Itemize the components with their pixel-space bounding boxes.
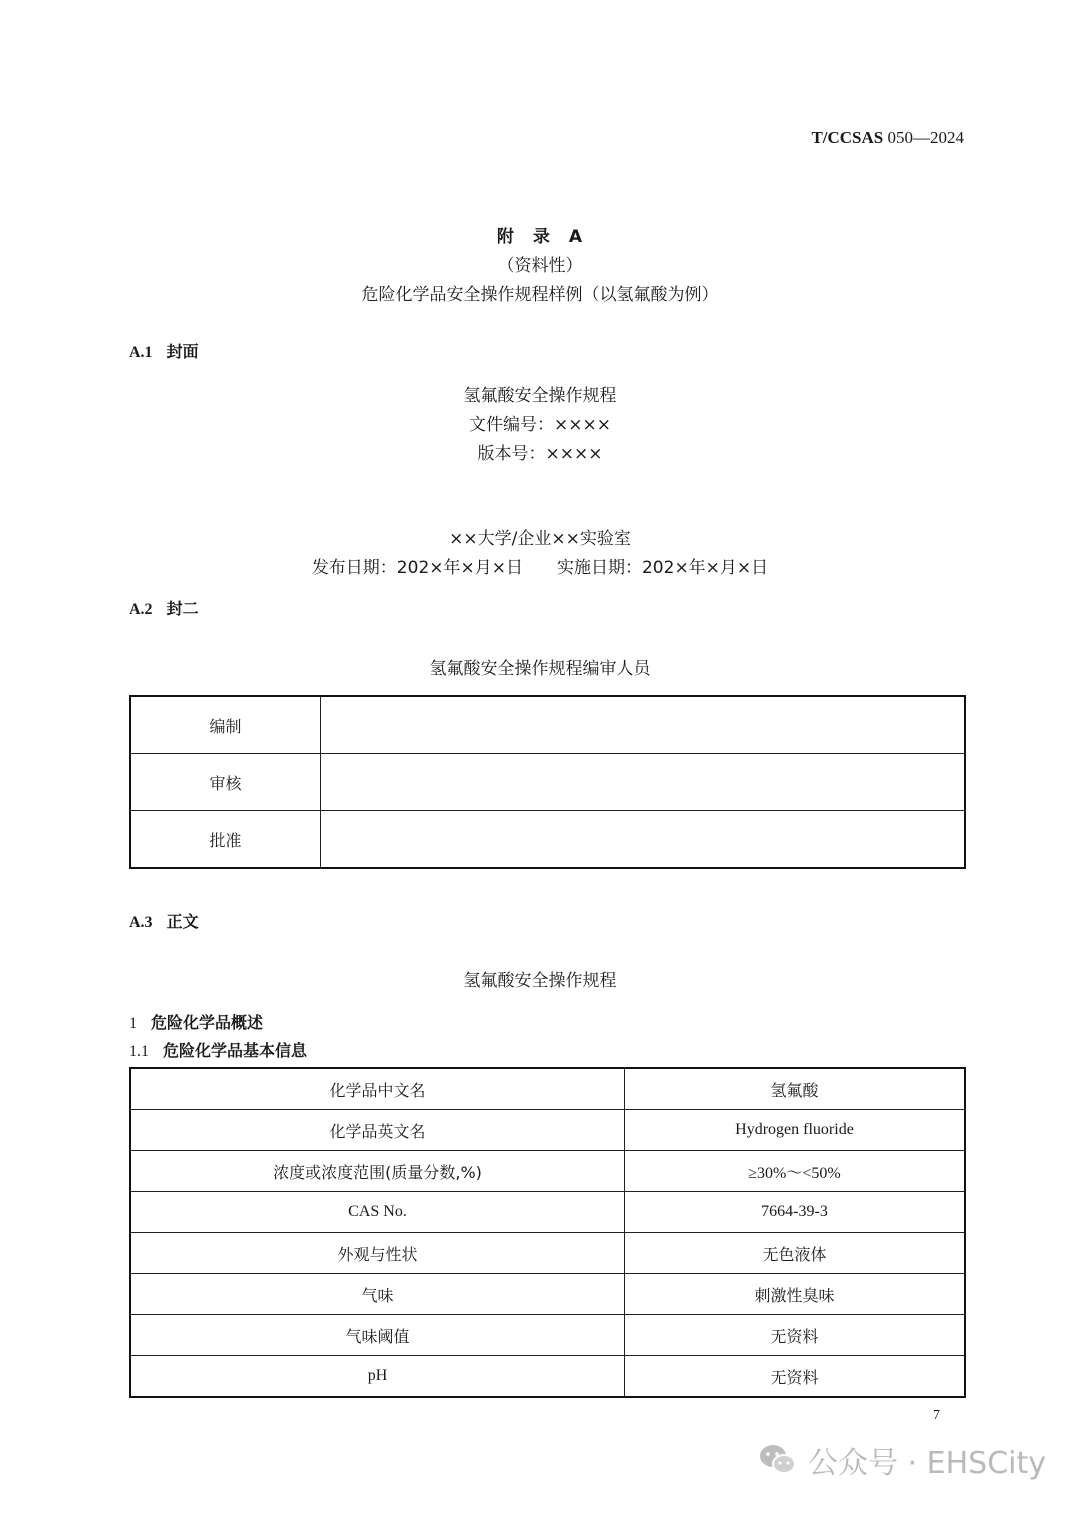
- reviewer-label: 审核: [130, 754, 321, 811]
- info-label: 气味阈值: [130, 1315, 625, 1356]
- reviewer-value: [321, 754, 966, 811]
- info-value: Hydrogen fluoride: [625, 1110, 966, 1151]
- watermark-text: 公众号 · EHSCity: [808, 1446, 1046, 1481]
- cover-org: ××大学/企业××实验室: [449, 529, 631, 549]
- info-value: 无资料: [625, 1315, 966, 1356]
- info-value: 7664-39-3: [625, 1192, 966, 1233]
- body-title: 氢氟酸安全操作规程: [463, 971, 617, 991]
- heading-1: 1 危险化学品概述: [129, 1013, 264, 1032]
- cover-version: 版本号：××××: [477, 444, 603, 464]
- table-row: [130, 811, 965, 869]
- info-value: 刺激性臭味: [625, 1274, 966, 1315]
- appendix-nature: （资料性）: [497, 256, 583, 276]
- cover-file-no: 文件编号：××××: [469, 415, 611, 435]
- page-number: 7: [933, 1408, 940, 1423]
- reviewer-label: 批准: [130, 811, 321, 869]
- info-value: ≥30%～<50%: [625, 1151, 966, 1192]
- inner-cover-title: 氢氟酸安全操作规程编审人员: [429, 659, 651, 679]
- table-row: [130, 1192, 965, 1233]
- document-code: T/CCSAS 050—2024: [811, 128, 964, 147]
- info-label: 化学品中文名: [130, 1068, 625, 1110]
- info-label: 气味: [130, 1274, 625, 1315]
- table-row: [130, 1068, 965, 1110]
- table-row: [130, 754, 965, 811]
- appendix-subject: 危险化学品安全操作规程样例（以氢氟酸为例）: [361, 285, 719, 305]
- table-row: [130, 1151, 965, 1192]
- section-a1: A.1 封面: [129, 342, 199, 361]
- info-value: 无资料: [625, 1356, 966, 1398]
- info-label: CAS No.: [130, 1192, 625, 1233]
- reviewer-label: 编制: [130, 696, 321, 754]
- heading-1-1: 1.1 危险化学品基本信息: [129, 1041, 308, 1060]
- table-row: [130, 1356, 965, 1398]
- info-value: 氢氟酸: [625, 1068, 966, 1110]
- chemical-info-table: [129, 1067, 966, 1398]
- table-row: [130, 1315, 965, 1356]
- watermark: [758, 1438, 1046, 1482]
- wechat-icon: [758, 1443, 798, 1477]
- info-value: 无色液体: [625, 1233, 966, 1274]
- reviewer-value: [321, 696, 966, 754]
- table-row: [130, 1233, 965, 1274]
- appendix-title: 附 录 A: [496, 227, 584, 247]
- info-label: 浓度或浓度范围(质量分数,%): [130, 1151, 625, 1192]
- info-label: pH: [130, 1356, 625, 1398]
- section-a3: A.3 正文: [129, 912, 199, 931]
- info-label: 化学品英文名: [130, 1110, 625, 1151]
- cover-name: 氢氟酸安全操作规程: [463, 386, 617, 406]
- reviewers-table: [129, 695, 966, 869]
- table-row: [130, 696, 965, 754]
- cover-dates: 发布日期：202×年×月×日 实施日期：202×年×月×日: [311, 558, 769, 578]
- table-row: [130, 1110, 965, 1151]
- info-label: 外观与性状: [130, 1233, 625, 1274]
- table-row: [130, 1274, 965, 1315]
- section-a2: A.2 封二: [129, 599, 199, 618]
- reviewer-value: [321, 811, 966, 869]
